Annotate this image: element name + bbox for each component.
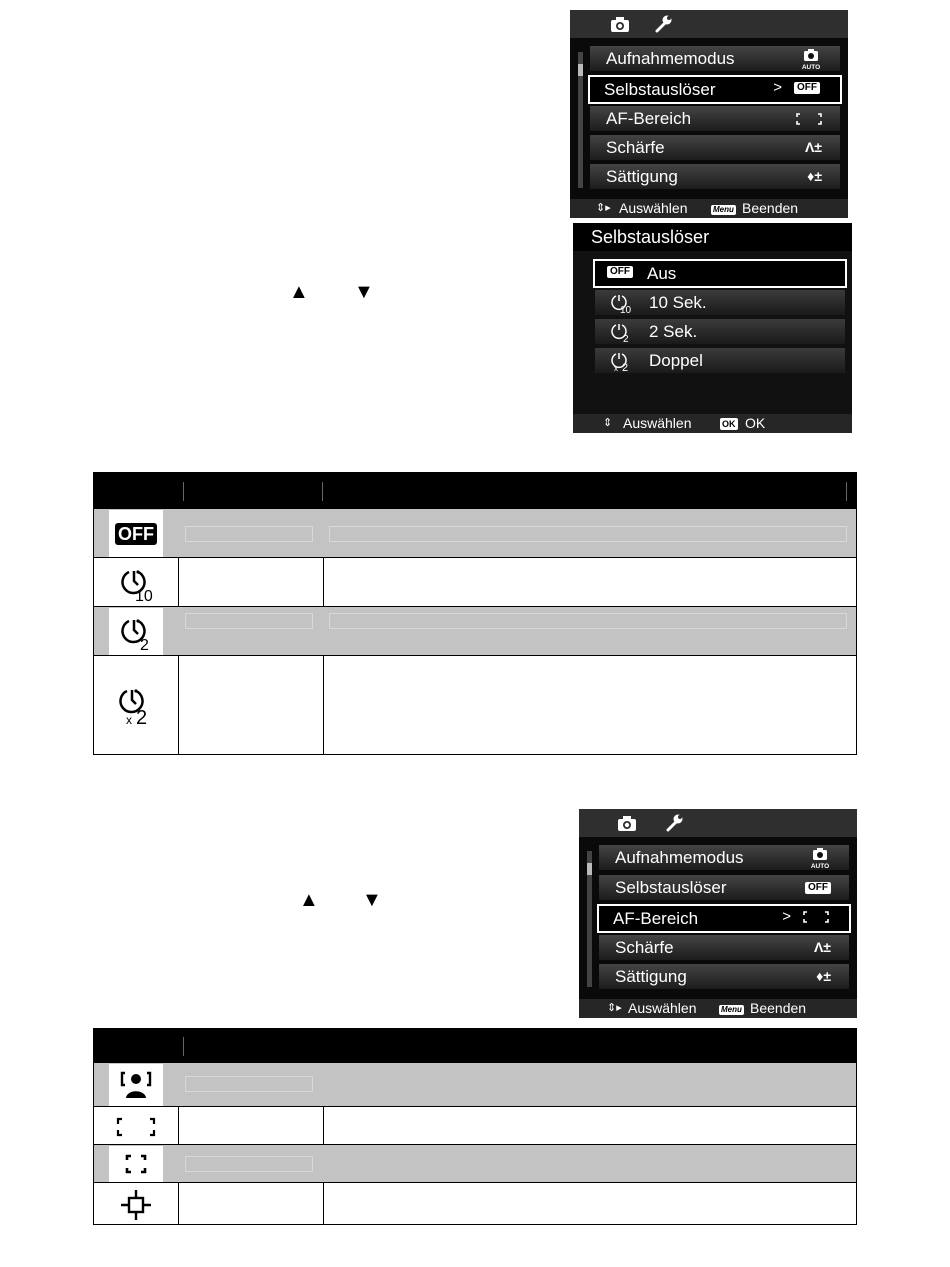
menu-button-icon: Menu <box>721 1005 742 1014</box>
table-row <box>94 1144 856 1183</box>
menu-tab-bar <box>579 809 857 837</box>
off-badge-icon: OFF <box>109 510 163 557</box>
svg-text:x: x <box>126 713 132 726</box>
timer-2-icon <box>109 608 163 655</box>
selbstausloeser-submenu-panel <box>573 223 852 433</box>
wrench-tab-icon[interactable] <box>652 12 676 36</box>
footer-select-label: Auswählen <box>628 1000 697 1016</box>
submenu-list <box>573 251 852 414</box>
menu-item-label: AF-Bereich <box>613 909 699 928</box>
submenu-option-label: 10 Sek. <box>649 293 707 312</box>
menu-item-schaerfe[interactable] <box>590 135 840 160</box>
up-arrow-icon: ▲ <box>299 889 319 911</box>
af-bracket-icon <box>796 106 822 131</box>
footer-exit-label: Beenden <box>750 1000 807 1016</box>
menu-list <box>570 38 848 199</box>
menu-footer <box>579 999 857 1018</box>
menu-item-saettigung[interactable] <box>590 164 840 189</box>
menu-scrollbar[interactable] <box>587 851 592 987</box>
af-spot-crosshair-icon <box>109 1185 163 1224</box>
menu-item-af-bereich[interactable] <box>597 904 851 933</box>
af-center-bracket-icon <box>109 1146 163 1182</box>
submenu-option-aus[interactable] <box>593 259 847 288</box>
menu-item-saettigung[interactable] <box>599 964 849 989</box>
footer-exit-label: Beenden <box>742 200 799 216</box>
submenu-title: Selbstauslöser <box>573 223 852 251</box>
ok-button-icon: OK <box>722 419 736 429</box>
svg-text:AUTO: AUTO <box>801 63 821 70</box>
svg-text:2: 2 <box>622 361 629 372</box>
menu-item-af-bereich[interactable] <box>590 106 840 131</box>
menu-tab-bar <box>570 10 848 38</box>
saturation-icon: ♦± <box>807 168 822 184</box>
submenu-option-doppel[interactable] <box>595 348 845 373</box>
menu-scrollbar[interactable] <box>578 52 583 188</box>
camera-auto-icon <box>809 845 831 870</box>
menu-item-selbstausloeser[interactable] <box>599 875 849 900</box>
af-bereich-table <box>93 1028 857 1225</box>
submenu-footer <box>573 414 852 433</box>
menu-item-label: Aufnahmemodus <box>615 848 744 867</box>
menu-footer <box>570 199 848 218</box>
menu-button-icon: Menu <box>713 205 734 214</box>
footer-select-label: Auswählen <box>619 200 688 216</box>
menu-item-label: Schärfe <box>606 138 665 157</box>
select-arrows-icon: ⇕▸ <box>607 1002 622 1014</box>
svg-text:10: 10 <box>620 304 632 314</box>
camera-auto-icon <box>800 46 822 71</box>
menu-item-label: Selbstauslöser <box>604 80 716 99</box>
select-arrows-icon: ⇕▸ <box>596 202 611 214</box>
timer-double-icon <box>109 676 163 732</box>
svg-text:2: 2 <box>136 707 148 726</box>
wrench-tab-icon[interactable] <box>663 811 687 835</box>
off-badge-icon: OFF <box>794 75 820 100</box>
selbstausloeser-table <box>93 472 857 755</box>
off-badge-icon: OFF <box>805 875 831 900</box>
camera-tab-icon[interactable] <box>615 811 639 835</box>
timer-10-icon <box>609 290 633 315</box>
menu-item-aufnahmemodus[interactable] <box>590 46 840 71</box>
submenu-arrow-icon: > <box>782 908 791 925</box>
off-badge-icon: OFF <box>607 259 633 284</box>
menu-list <box>579 837 857 999</box>
svg-text:10: 10 <box>135 588 153 603</box>
menu-item-label: AF-Bereich <box>606 109 692 128</box>
table-row <box>94 1062 856 1107</box>
up-arrow-icon: ▲ <box>289 281 309 303</box>
table-row <box>94 1182 856 1225</box>
menu-item-label: Sättigung <box>606 167 678 186</box>
face-detection-icon <box>109 1064 163 1106</box>
down-arrow-icon: ▼ <box>362 889 382 911</box>
sharpness-icon: Λ± <box>813 939 831 955</box>
camera-menu-panel-2 <box>579 809 857 1018</box>
menu-item-schaerfe[interactable] <box>599 935 849 960</box>
menu-item-label: Schärfe <box>615 938 674 957</box>
menu-item-label: Sättigung <box>615 967 687 986</box>
saturation-icon: ♦± <box>816 968 831 984</box>
footer-ok-label: OK <box>745 415 766 431</box>
timer-double-icon <box>609 348 633 373</box>
table-header <box>94 473 856 509</box>
submenu-option-10-sek[interactable] <box>595 290 845 315</box>
table-row <box>94 557 856 607</box>
submenu-arrow-icon: > <box>773 79 782 96</box>
svg-text:2: 2 <box>140 636 149 652</box>
camera-tab-icon[interactable] <box>608 12 632 36</box>
timer-2-icon <box>609 319 633 344</box>
svg-text:2: 2 <box>623 333 629 343</box>
sharpness-icon: Λ± <box>804 139 822 155</box>
select-arrows-icon: ⇕ <box>603 417 613 429</box>
svg-text:x: x <box>614 363 618 372</box>
af-wide-bracket-icon <box>109 1109 163 1144</box>
submenu-option-label: Aus <box>647 264 677 283</box>
footer-select-label: Auswählen <box>623 415 692 431</box>
svg-text:AUTO: AUTO <box>810 862 830 869</box>
menu-item-selbstausloeser[interactable] <box>588 75 842 104</box>
menu-item-label: Selbstauslöser <box>615 878 727 897</box>
af-bracket-icon <box>803 904 829 929</box>
submenu-option-label: Doppel <box>649 351 703 370</box>
table-row <box>94 1106 856 1145</box>
submenu-option-label: 2 Sek. <box>649 322 698 341</box>
table-header <box>94 1029 856 1063</box>
down-arrow-icon: ▼ <box>354 281 374 303</box>
table-row <box>94 508 856 558</box>
timer-10-icon <box>109 560 163 606</box>
camera-menu-panel-1 <box>570 10 848 218</box>
menu-item-label: Aufnahmemodus <box>606 49 735 68</box>
table-row <box>94 655 856 755</box>
table-row <box>94 606 856 656</box>
submenu-option-2-sek[interactable] <box>595 319 845 344</box>
menu-item-aufnahmemodus[interactable] <box>599 845 849 870</box>
